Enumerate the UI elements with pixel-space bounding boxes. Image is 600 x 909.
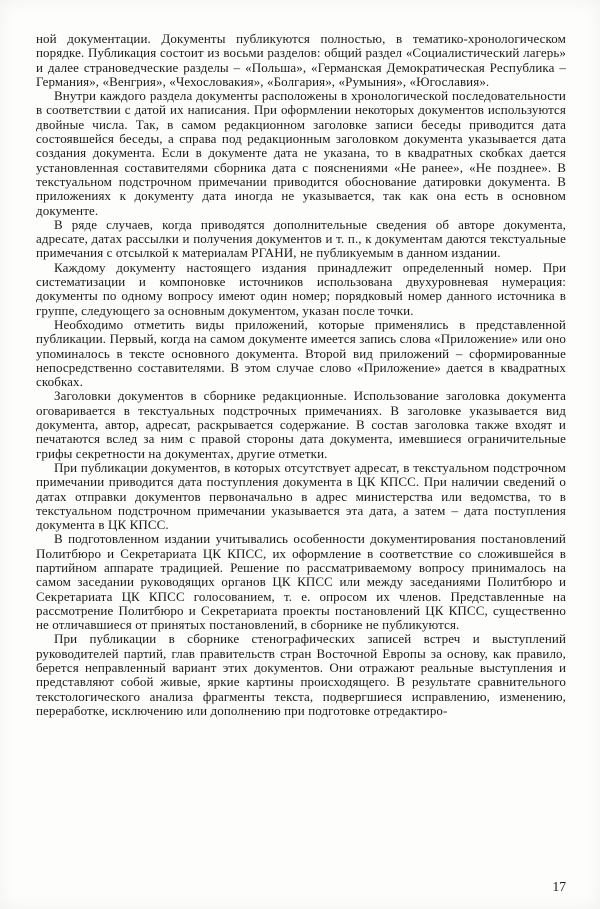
paragraph: При публикации документов, в которых отсутствует адресат, в текстуальном подстрочном примечании приводится дата поступления документа в ЦК КПСС. При наличии сведений о датах отправки документов первоначально в адрес министерства или ведомства, то в текстуальном подстрочном примечании указывается эта дата, а затем – дата поступления документа в ЦК КПСС.	[36, 459, 566, 533]
paragraph: Внутри каждого раздела документы расположены в хронологической последовательности в соответствии с датой их написания. При оформлении некоторых документов используются двойные числа. Так, в самом редакционном заголовке записи беседы приводится дата состоявшейся беседы, а справа под редакционным заголовком документа указывается дата создания документа. Если в документе дата не указана, то в квадратных скобках дается установленная составителями сборника дата с пояснениями «Не ранее», «Не позднее». В текстуальном подстрочном примечании приводится обоснование датировки документа. В приложениях к документу дата иногда не указывается, так как она есть в основном документе.	[36, 88, 566, 218]
paragraph: При публикации в сборнике стенографических записей встреч и выступлений руководителей партий, глав правительств стран Восточной Европы за основу, как правило, берется неправленный вариант этих документов. Они отражают реальные выступления и представляют собой живые, яркие картины происходящего. В результате сравнительного текстологического анализа фрагменты текста, подвергшиеся исправлению, изменению, переработке, исключению или дополнению при подготовке отредактиро-	[36, 631, 566, 718]
paragraph: В подготовленном издании учитывались особенности документирования постановлений Политбюро и Секретариата ЦК КПСС, их оформление в соответствие со сложившейся в партийном аппарате традицией. Решение по рассматриваемому вопросу принималось на самом заседании руководящих органов ЦК КПСС или между заседаниями Политбюро и Секретариата ЦК КПСС голосованием, т. е. опросом их членов. Представленные на рассмотрение Политбюро и Секретариата проекты постановлений ЦК КПСС, существенно не отличавшиеся от принятых постановлений, в сборнике не публикуются.	[36, 531, 566, 633]
paragraph: Заголовки документов в сборнике редакционные. Использование заголовка документа оговаривается в текстуальных подстрочных примечаниях. В заголовке указывается вид документа, автор, адресат, раскрывается содержание. В состав заголовка также входят и печатаются вслед за ним с правой стороны дата документа, имевшиеся ограничительные грифы секретности на документах, другие отметки.	[36, 388, 566, 461]
paragraph: Необходимо отметить виды приложений, которые применялись в представленной публикации. Первый, когда на самом документе имеется запись слова «Приложение» или оно упоминалось в тексте основного документа. Второй вид приложений – сформированные непосредственно составителями. В этом случае слово «Приложение» дается в квадратных скобках.	[36, 316, 566, 390]
page-number: 17	[552, 879, 566, 894]
paragraph: Каждому документу настоящего издания принадлежит определенный номер. При систематизации и компоновке источников использована двухуровневая нумерация: документы по одному вопросу имеют один номер; порядковый номер данного источника в группе, следующего за основным документом, указан после точки.	[36, 259, 566, 318]
paragraph: В ряде случаев, когда приводятся дополнительные сведения об авторе документа, адресате, датах рассылки и получения документов и т. п., к документам даются текстуальные примечания с отсылкой к материалам РГАНИ, не публикуемым в данном издании.	[36, 216, 566, 261]
paragraph: ной документации. Документы публикуются полностью, в тематико-хронологическом порядке. Публикация состоит из восьми разделов: общий раздел «Социалистический лагерь» и далее страноведческие разделы – «Польша», «Германская Демократическая Республика – Германия», «Венгрия», «Чехословакия», «Болгария», «Румыния», «Югославия».	[36, 31, 566, 89]
page-text	[36, 32, 566, 718]
